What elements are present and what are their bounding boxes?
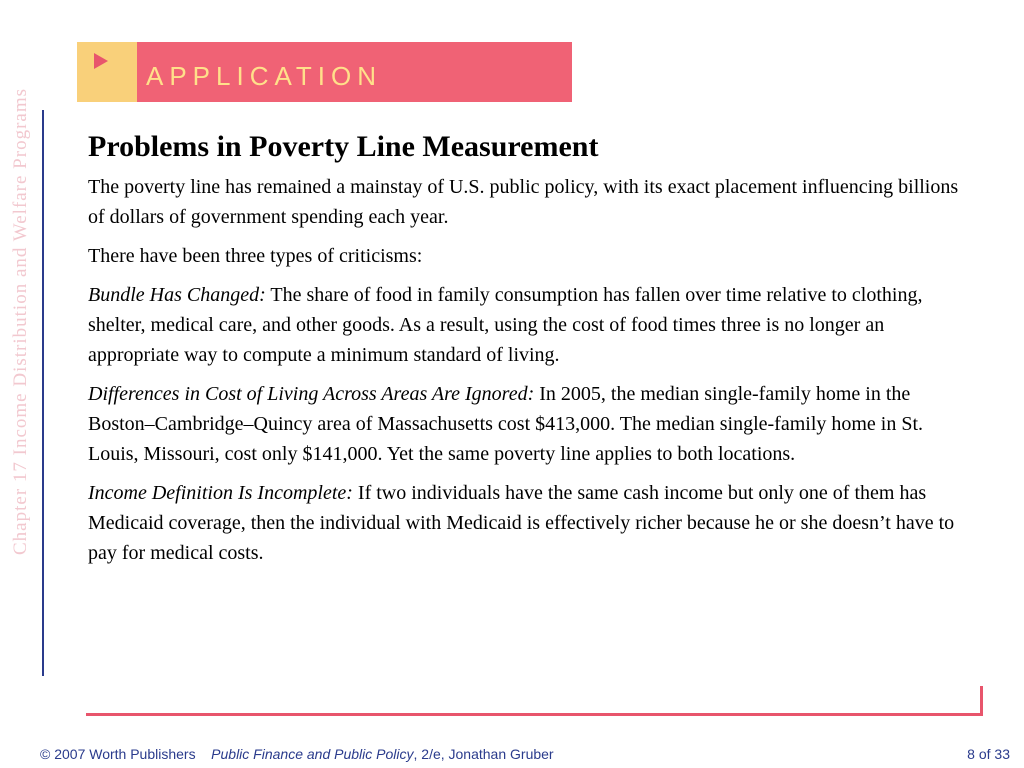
play-arrow-icon [94, 53, 108, 69]
footer-credits [40, 746, 554, 762]
bottom-rule-corner [980, 686, 983, 716]
page-indicator [967, 746, 1010, 762]
criticism-bundle [88, 280, 973, 370]
criticism-text: In 2005, the median single-family home in the Boston–Cambridge–Quincy area of Massachusetts cost $413,000. The median single-family home in St. Louis, Missouri, cost only $141,000. Yet the same poverty line applies to both locations. [88, 383, 924, 465]
slide-content [88, 128, 973, 577]
intro-paragraph: The poverty line has remained a mainstay of U.S. public policy, with its exact placement influencing billions of dollars of government spending each year. [88, 176, 959, 228]
page-current: 8 [967, 746, 975, 762]
slide-footer [0, 746, 1024, 766]
page-total: 33 [994, 746, 1010, 762]
side-divider [42, 110, 44, 676]
bottom-rule [86, 713, 983, 716]
footer-book-edition: , 2/e, Jonathan Gruber [413, 746, 554, 762]
criticism-text: If two individuals have the same cash income but only one of them has Medicaid coverage, then the individual with Medicaid is effectively richer because he or she doesn’t have to pay for medical costs. [88, 482, 955, 564]
banner-marker [77, 42, 137, 102]
banner-label: APPLICATION [146, 61, 383, 91]
footer-book-title: Public Finance and Public Policy [211, 746, 414, 762]
chapter-side-title: Chapter 17 Income Distribution and Welfare Programs [10, 88, 31, 556]
criticism-cost-of-living [88, 379, 973, 469]
page-of: of [974, 746, 995, 762]
criticism-label: Income Definition Is Incomplete: [88, 482, 353, 504]
footer-copyright: © 2007 Worth Publishers [40, 746, 196, 762]
criticisms-lead: There have been three types of criticisms: [88, 245, 423, 267]
slide-heading: Problems in Poverty Line Measurement [88, 130, 599, 163]
criticism-text: The share of food in family consumption has fallen over time relative to clothing, shelter, medical care, and other goods. As a result, using the cost of food times three is no longer an appropriate way to compute a minimum standard of living. [88, 284, 923, 366]
criticism-income-definition [88, 478, 973, 568]
criticism-label: Bundle Has Changed: [88, 284, 266, 306]
criticism-label: Differences in Cost of Living Across Areas Are Ignored: [88, 383, 535, 405]
